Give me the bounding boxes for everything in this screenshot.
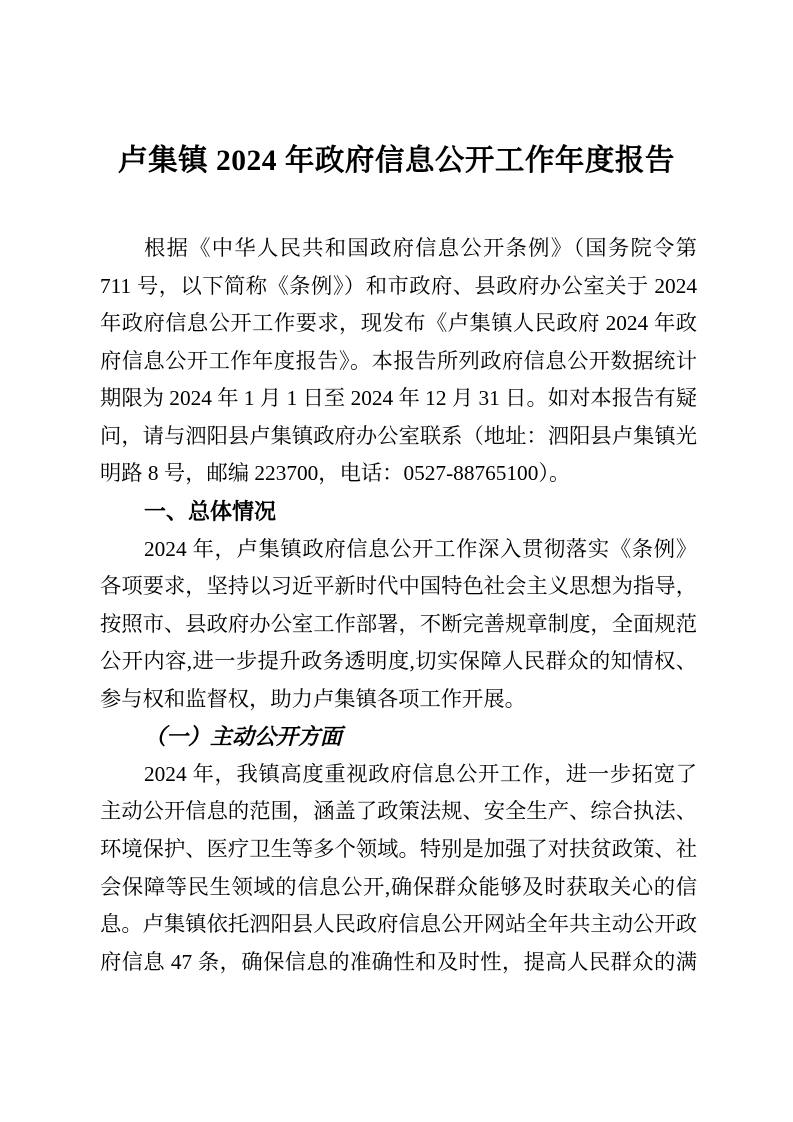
- document-body: [100, 230, 697, 981]
- paragraph-line: 明路 8 号，邮编 223700，电话：0527-88765100）。: [100, 461, 571, 486]
- paragraph-line: 环境保护、医疗卫生等多个领域。特别是加强了对扶贫政策、社: [100, 837, 697, 861]
- paragraph-line: 按照市、县政府办公室工作部署，不断完善规章制度，全面规范: [100, 611, 697, 636]
- paragraph-line: 府信息公开工作年度报告》。本报告所列政府信息公开数据统计: [100, 348, 697, 373]
- paragraph-line: 主动公开信息的范围，涵盖了政策法规、安全生产、综合执法、: [100, 799, 697, 824]
- paragraph-line: 根据《中华人民共和国政府信息公开条例》（国务院令第: [144, 236, 697, 260]
- document-title: 卢集镇 2024 年政府信息公开工作年度报告: [118, 145, 675, 177]
- paragraph-line: 公开内容,进一步提升政务透明度,切实保障人民群众的知情权、: [100, 649, 697, 674]
- paragraph-line: 参与权和监督权，助力卢集镇各项工作开展。: [100, 686, 526, 711]
- paragraph-line: 期限为 2024 年 1 月 1 日至 2024 年 12 月 31 日。如对本报告有疑: [100, 386, 697, 411]
- paragraph-line: 会保障等民生领域的信息公开,确保群众能够及时获取关心的信: [100, 874, 697, 899]
- section-heading: 一、总体情况: [144, 498, 277, 524]
- paragraph-line: 年政府信息公开工作要求，现发布《卢集镇人民政府 2024 年政: [100, 311, 697, 336]
- paragraph-line: 711 号，以下简称《条例》）和市政府、县政府办公室关于 2024: [100, 273, 697, 298]
- paragraph-line: 问，请与泗阳县卢集镇政府办公室联系（地址：泗阳县卢集镇光: [100, 423, 697, 448]
- paragraph-line: 各项要求，坚持以习近平新时代中国特色社会主义思想为指导，: [100, 574, 697, 599]
- subsection-heading: （一）主动公开方面: [144, 724, 343, 750]
- paragraph-line: 息。卢集镇依托泗阳县人民政府信息公开网站全年共主动公开政: [100, 912, 697, 937]
- paragraph-line: 2024 年，我镇高度重视政府信息公开工作，进一步拓宽了: [144, 761, 697, 786]
- paragraph-line: 府信息 47 条，确保信息的准确性和及时性，提高人民群众的满: [100, 949, 697, 974]
- paragraph-line: 2024 年，卢集镇政府信息公开工作深入贯彻落实《条例》: [144, 536, 697, 561]
